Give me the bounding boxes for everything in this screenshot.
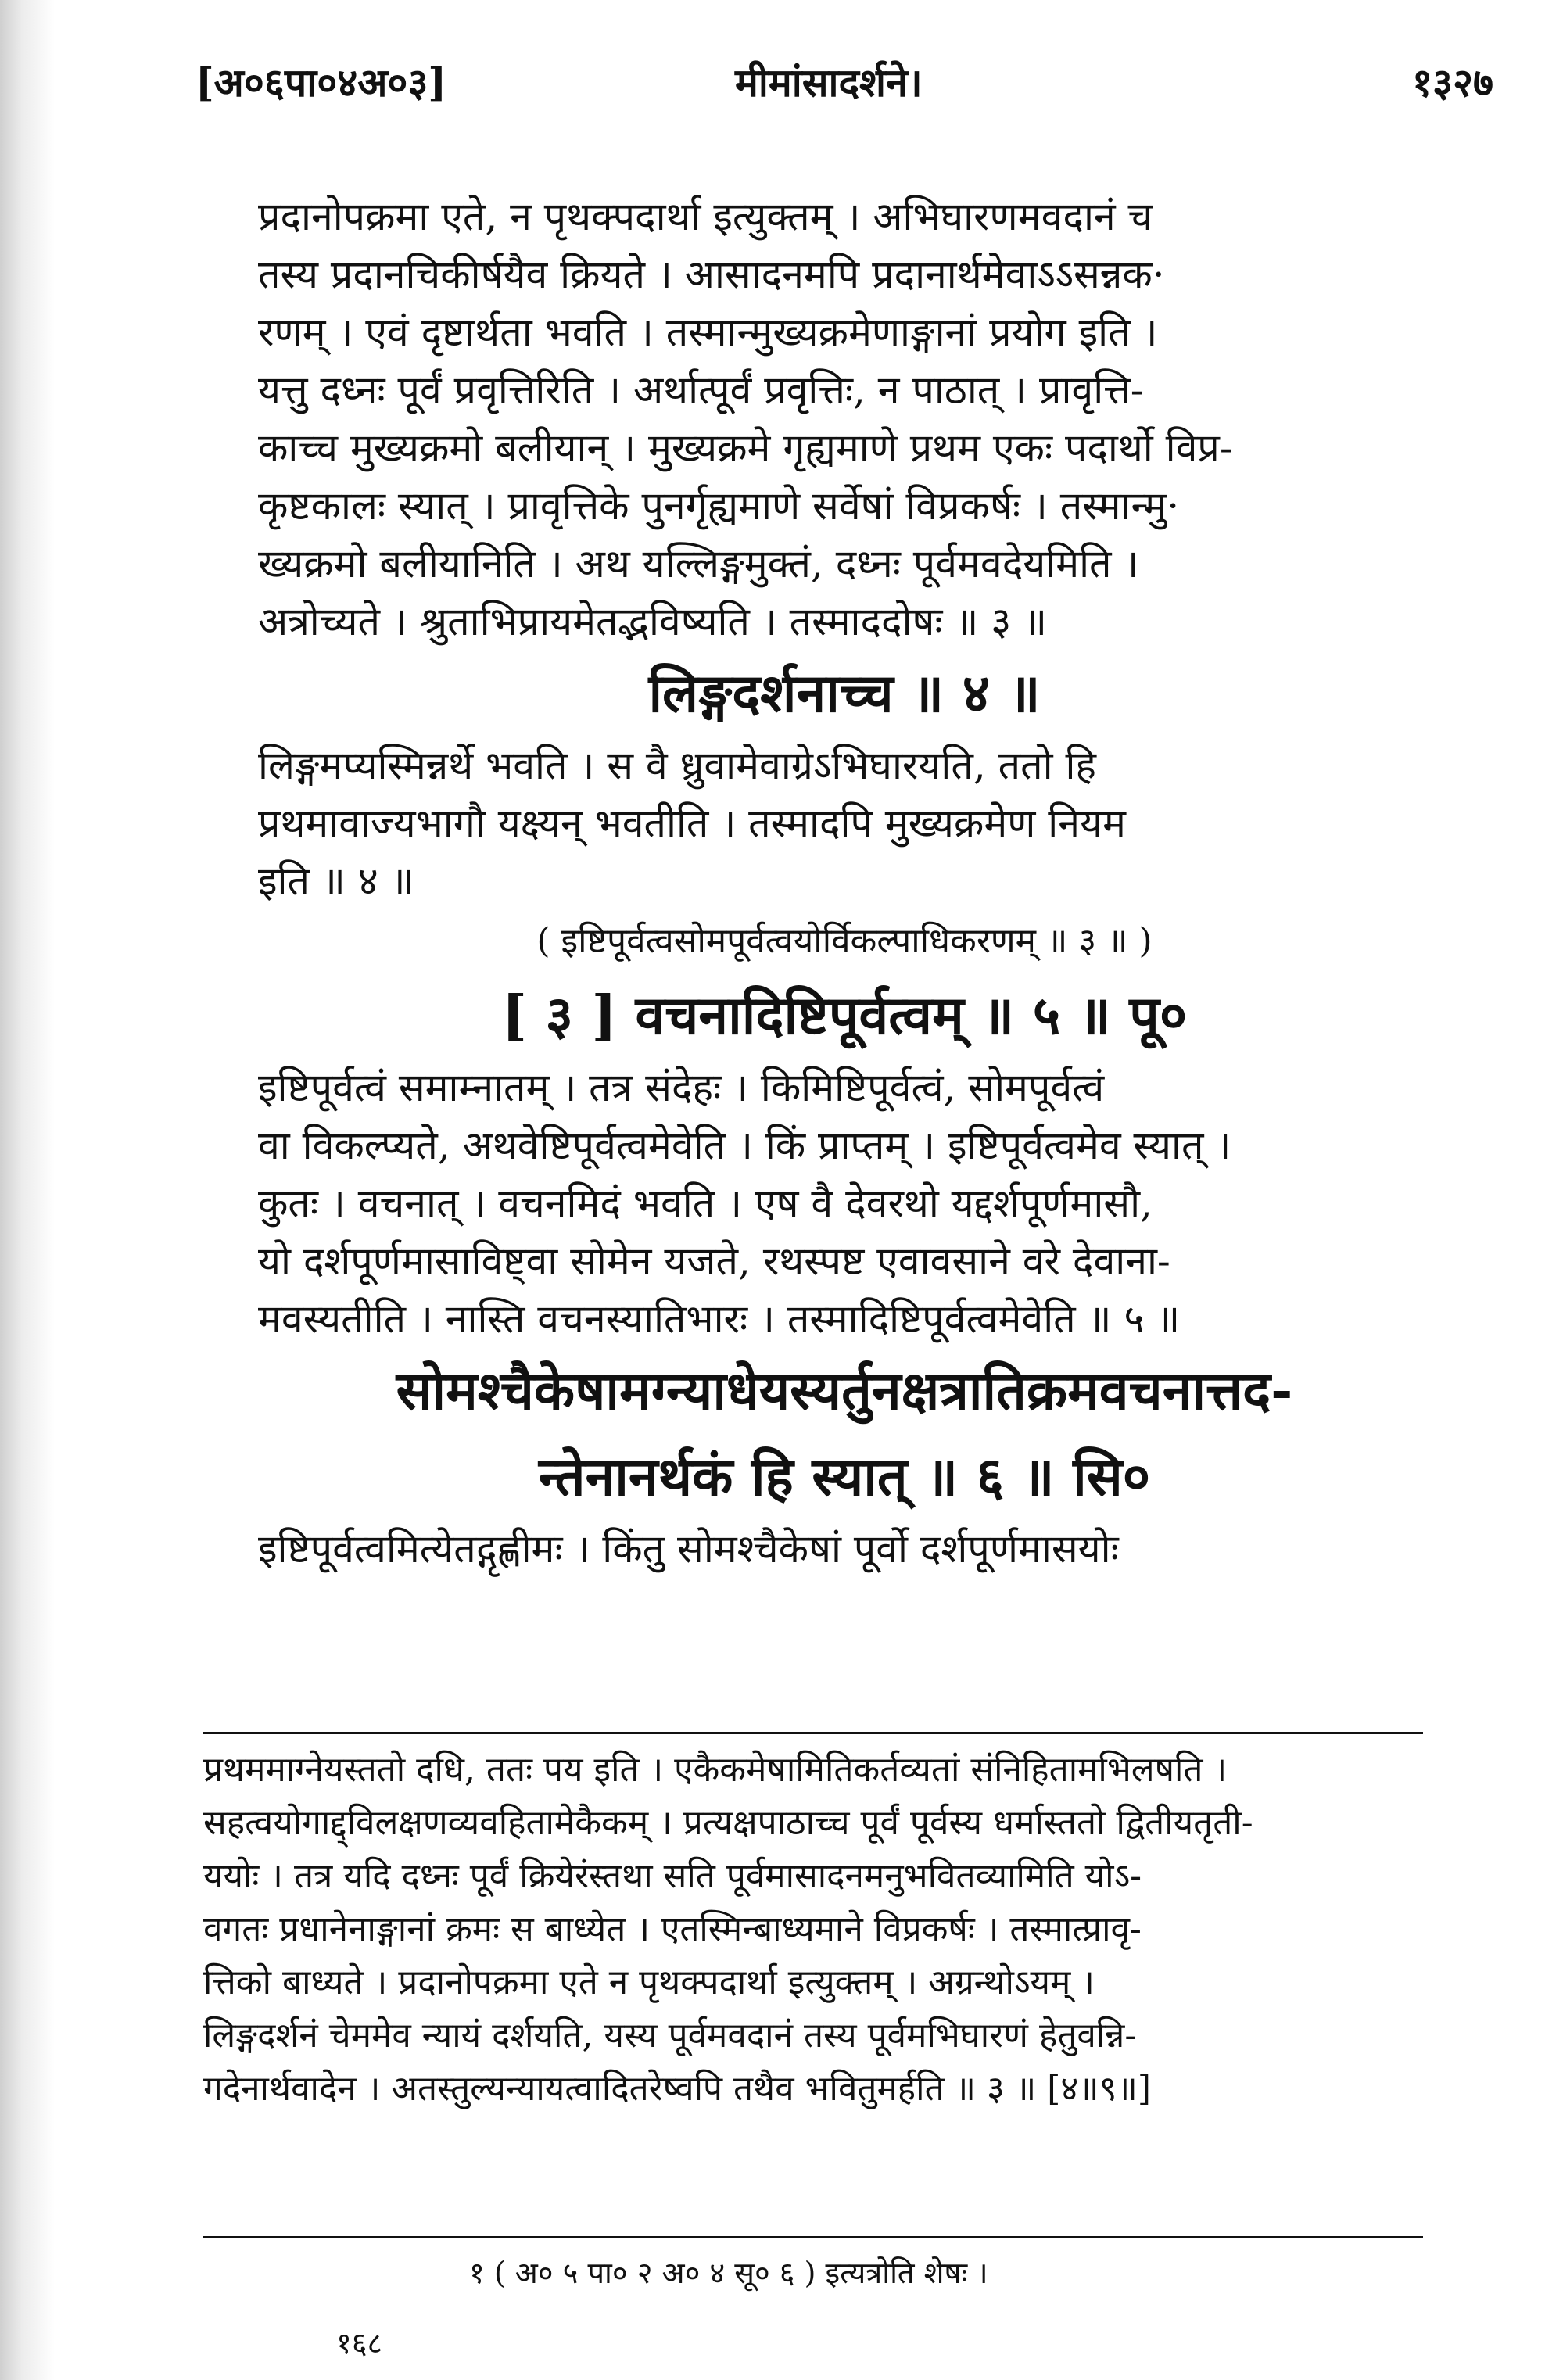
- text-line: लिङ्गमप्यस्मिन्नर्थे भवति । स वै ध्रुवामेवाग्रेऽभिघारयति, ततो हि: [258, 743, 1096, 788]
- text-line: इति ॥ ४ ॥: [258, 858, 414, 904]
- footnote: १ ( अ० ५ पा० २ अ० ४ सू० ६ ) इत्यत्रोति शेषः ।: [469, 2256, 988, 2290]
- sutra-heading: सोमश्चैकेषामग्न्याधेयस्यर्तुनक्षत्रातिक्रमवचनात्तद-: [396, 1360, 1293, 1422]
- text-line: काच्च मुख्यक्रमो बलीयान् । मुख्यक्रमे गृह्यमाणे प्रथम एकः पदार्थो विप्र-: [258, 425, 1233, 471]
- page-signature: १६८: [336, 2326, 383, 2360]
- commentary-line: त्तिको बाध्यते । प्रदानोपक्रमा एते न पृथक्पदार्था इत्युक्तम् । अग्रन्थोऽयम् ।: [203, 1962, 1095, 2002]
- footnote-divider: [203, 2236, 1423, 2238]
- text-line: कुतः । वचनात् । वचनमिदं भवति । एष वै देवरथो यद्दर्शपूर्णमासौ,: [258, 1181, 1153, 1226]
- adhikarana-heading: ( इष्टिपूर्वत्वसोमपूर्वत्वयोर्विकल्पाधिकरणम् ॥ ३ ॥ ): [536, 921, 1153, 961]
- header-page-number: १३२७: [1412, 59, 1493, 106]
- text-line: प्रथमावाज्यभागौ यक्ष्यन् भवतीति । तस्मादपि मुख्यक्रमेण नियम: [258, 801, 1126, 846]
- commentary-line: गदेनार्थवादेन । अतस्तुल्यन्यायत्वादितरेष्वपि तथैव भवितुमर्हति ॥ ३ ॥ [४॥९॥]: [203, 2069, 1151, 2109]
- commentary-line: लिङ्गदर्शनं चेममेव न्यायं दर्शयति, यस्य पूर्वमवदानं तस्य पूर्वमभिघारणं हेतुवन्नि-: [203, 2016, 1137, 2056]
- text-line: वा विकल्प्यते, अथवेष्टिपूर्वत्वमेवेति । किं प्राप्तम् । इष्टिपूर्वत्वमेव स्यात् ।: [258, 1123, 1231, 1168]
- text-line: प्रदानोपक्रमा एते, न पृथक्पदार्था इत्युक्तम् । अभिघारणमवदानं च: [258, 194, 1153, 239]
- text-line: ख्यक्रमो बलीयानिति । अथ यल्लिङ्गमुक्तं, दध्नः पूर्वमवदेयमिति ।: [258, 541, 1139, 586]
- text-line: अत्रोच्यते । श्रुताभिप्रायमेतद्भविष्यति । तस्माददोषः ॥ ३ ॥: [258, 599, 1048, 644]
- text-line: रणम् । एवं दृष्टार्थता भवति । तस्मान्मुख्यक्रमेणाङ्गानां प्रयोग इति ।: [258, 310, 1158, 355]
- commentary-divider: [203, 1732, 1423, 1734]
- text-line: इष्टिपूर्वत्वमित्येतद्गृह्णीमः । किंतु सोमश्चैकेषां पूर्वो दर्शपूर्णमासयोः: [258, 1526, 1119, 1572]
- commentary-block: [203, 1744, 1423, 2116]
- sutra-heading: न्तेनानर्थकं हि स्यात् ॥ ६ ॥ सि०: [538, 1446, 1151, 1508]
- page-edge-shadow: [0, 0, 55, 2380]
- header-title: मीमांसादर्शने।: [735, 59, 923, 106]
- commentary-line: प्रथममाग्नेयस्ततो दधि, ततः पय इति । एकैकमेषामितिकर्तव्यतां संनिहितामभिलषति ।: [203, 1750, 1228, 1790]
- sutra-heading: लिङ्गदर्शनाच्च ॥ ४ ॥: [648, 662, 1041, 725]
- text-line: यत्तु दध्नः पूर्वं प्रवृत्तिरिति । अर्थात्पूर्वं प्रवृत्तिः, न पाठात् । प्रावृत्ति-: [258, 367, 1144, 413]
- running-header: [195, 55, 1493, 125]
- commentary-line: ययोः । तत्र यदि दध्नः पूर्वं क्रियेरंस्तथा सति पूर्वमासादनमनुभवितव्यामिति योऽ-: [203, 1856, 1142, 1896]
- text-line: इष्टिपूर्वत्वं समाम्नातम् । तत्र संदेहः । किमिष्टिपूर्वत्वं, सोमपूर्वत्वं: [258, 1065, 1105, 1110]
- commentary-line: वगतः प्रधानेनाङ्गानां क्रमः स बाध्येत । एतस्मिन्बाध्यमाने विप्रकर्षः । तस्मात्प्रावृ-: [203, 1909, 1142, 1949]
- text-line: कृष्टकालः स्यात् । प्रावृत्तिके पुनर्गृह्यमाणे सर्वेषां विप्रकर्षः । तस्मान्मु·: [258, 483, 1180, 529]
- text-line: तस्य प्रदानचिकीर्षयैव क्रियते । आसादनमपि प्रदानार्थमेवाऽऽसन्नक·: [258, 252, 1165, 297]
- main-text: [258, 188, 1431, 1578]
- header-section-ref: [अ०६पा०४अ०३]: [195, 59, 447, 106]
- commentary-line: सहत्वयोगाद्द्विलक्षणव्यवहितामेकैकम् । प्रत्यक्षपाठाच्च पूर्वं पूर्वस्य धर्मास्ततो द्वितीयतृती-: [203, 1803, 1253, 1843]
- text-line: मवस्यतीति । नास्ति वचनस्यातिभारः । तस्मादिष्टिपूर्वत्वमेवेति ॥ ५ ॥: [258, 1296, 1181, 1342]
- text-line: यो दर्शपूर्णमासाविष्ट्वा सोमेन यजते, रथस्पष्ट एवावसाने वरे देवाना-: [258, 1238, 1170, 1284]
- sutra-heading: [ ३ ] वचनादिष्टिपूर्वत्वम् ॥ ५ ॥ पू०: [501, 984, 1188, 1047]
